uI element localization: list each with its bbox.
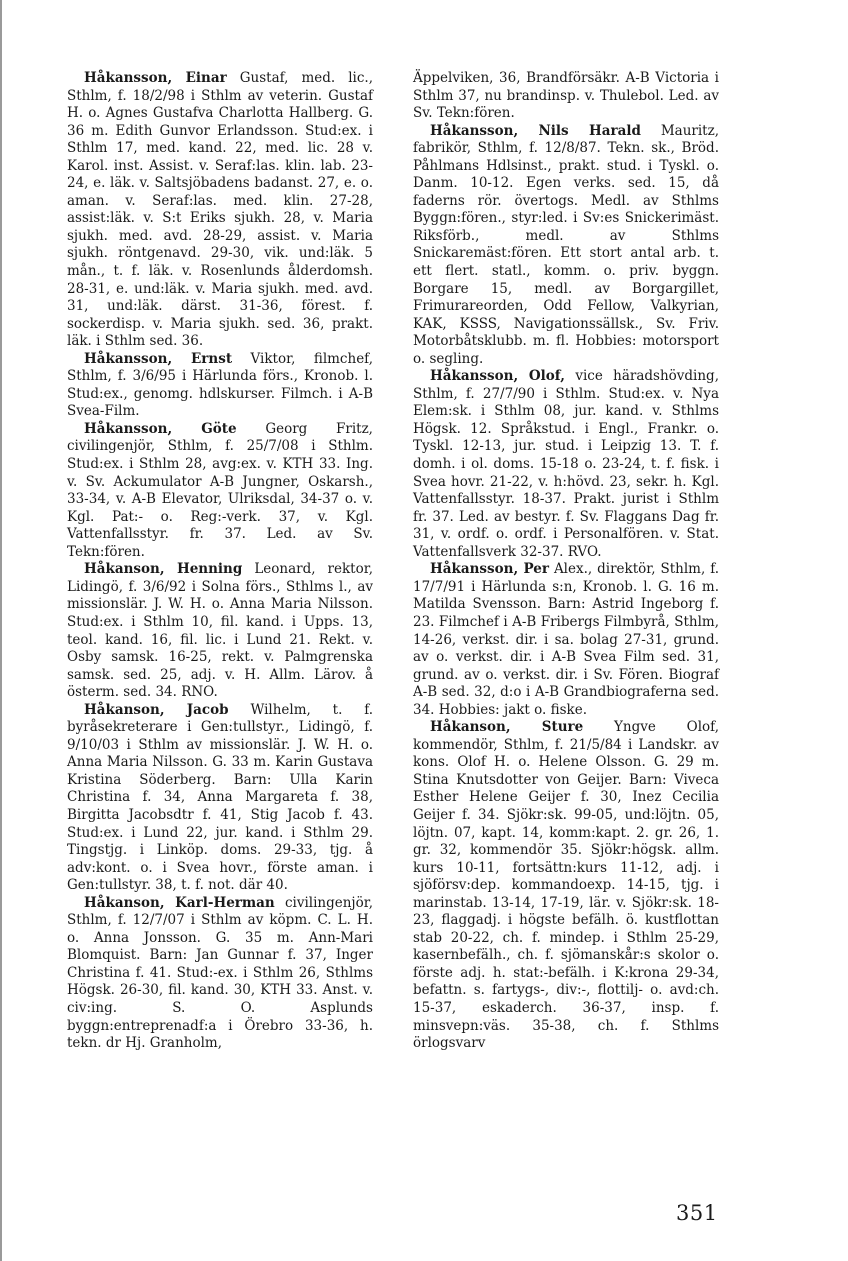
entry [413,561,719,719]
entry-text: vice häradshövding, Sthlm, f. 27/7/90 i Sthlm. Stud:ex. v. Nya Elem:sk. i Sthlm 08, jur. kand. v. Sthlms Högsk. 12. Språkstud. i Engl., Frankr. o. Tyskl. 12-13, jur. stud. i Leipzig 13. T. f. domh. i ol. doms. 15-18 o. 23-24, t. f. fisk. i Svea hovr. 21-22, v. h:hövd. 23, sekr. h. Kgl. Vattenfallsstyr. 18-37. Prakt. jurist i Sthlm fr. 37. Led. av bestyr. f. Sv. Flaggans Dag fr. 31, v. ordf. o. ordf. i Personalfören. v. Stat. Vattenfallsverk 32-37. RVO. [413,368,719,560]
entry [413,368,719,561]
entry-text: Leonard, rektor, Lidingö, f. 3/6/92 i Solna förs., Sthlms l., av missionslär. J. W. H. o. Anna Maria Nilsson. Stud:ex. i Sthlm 10, fil. kand. i Upps. 13, teol. kand. 16, fil. lic. i Lund 21. Rekt. v. Osby samsk. 16-25, rekt. v. Palmgrenska samsk. sed. 25, adj. v. H. Allm. Lärov. å österm. sed. 34. RNO. [67,561,373,701]
entry [67,70,373,351]
entry-text: civilingenjör, Sthlm, f. 12/7/07 i Sthlm av köpm. C. L. H. o. Anna Jonsson. G. 35 m. Ann-Mari Blomquist. Barn: Jan Gunnar f. 37, Inger Christina f. 41. Stud:-ex. i Sthlm 26, Sthlms Högsk. 26-30, fil. kand. 30, KTH 33. Anst. v. civ:ing. S. O. Asplunds byggn:entreprenadf:a i Örebro 33-36, h. tekn. dr Hj. Granholm, [67,894,373,1052]
right-column [413,70,719,1053]
entry-name: Håkanson, Karl-Herman [84,894,275,911]
entry [67,421,373,561]
entry-name: Håkanson, Henning [84,561,243,578]
entry [67,561,373,701]
entry-text: Viktor, filmchef, Sthlm, f. 3/6/95 i Härlunda förs., Kronob. l. Stud:ex., genomg. hdlskurser. Filmch. i A-B Svea-Film. [67,350,373,420]
page-number: 351 [676,1201,718,1225]
entry-text: Georg Fritz, civilingenjör, Sthlm, f. 25/7/08 i Sthlm. Stud:ex. i Sthlm 28, avg:ex. v. KTH 33. Ing. v. Sv. Ackumulator A-B Jungner, Oskarsh., 33-34, v. A-B Elevator, Ulriksdal, 34-37 o. v. Kgl. Pat:- o. Reg:-verk. 37, v. Kgl. Vattenfallsstyr. fr. 37. Led. av Sv. Tekn:fören. [67,420,373,560]
entry-name: Håkansson, Ernst [84,350,233,367]
entry-text: Mauritz, fabrikör, Sthlm, f. 12/8/87. Tekn. sk., Bröd. Påhlmans Hdlsinst., prakt. stud. i Tyskl. o. Danm. 10-12. Egen verks. sed. 15, då faderns rör. övertogs. Medl. av Sthlms Byggn:fören., styr:led. i Sv:es Snickerimäst. Riksförb., medl. av Sthlms Snickaremäst:fören. Ett stort antal arb. t. ett flert. statl., komm. o. priv. byggn. Borgare 15, medl. av Borgargillet, Frimurareorden, Odd Fellow, Valkyrian, KAK, KSSS, Navigationssällsk., Sv. Friv. Motorbåtsklubb. m. fl. Hobbies: motorsport o. segling. [413,122,719,367]
entry [67,702,373,895]
entry-name: Håkanson, Sture [430,719,584,736]
entry [413,719,719,1052]
page-edge [0,0,2,1261]
entry [67,351,373,421]
entry-name: Håkansson, Einar [84,70,227,86]
entry-text: Alex., direktör, Sthlm, f. 17/7/91 i Härlunda s:n, Kronob. l. G. 16 m. Matilda Svensson. Barn: Astrid Ingeborg f. 23. Filmchef i A-B Fribergs Filmbyrå, Sthlm, 14-26, verkst. dir. i sa. bolag 27-31, grund. av o. verkst. dir. i A-B Svea Film sed. 31, grund. av o. verkst. dir. i Sv. Fören. Biograf A-B sed. 32, d:o i A-B Grandbiograferna sed. 34. Hobbies: jakt o. fiske. [413,561,719,718]
entry-name: Håkansson, Göte [84,420,237,437]
entry-name: Håkansson, Nils Harald [430,122,641,139]
entry-continuation [413,70,719,123]
entry-text: Wilhelm, t. f. byråsekreterare i Gen:tullstyr., Lidingö, f. 9/10/03 i Sthlm av missionslär. J. W. H. o. Anna Maria Nilsson. G. 33 m. Karin Gustava Kristina Söderberg. Barn: Ulla Karin Christina f. 34, Anna Margareta f. 38, Birgitta Jacobsdtr f. 41, Stig Jacob f. 43. Stud:ex. i Lund 22, jur. kand. i Sthlm 29. Tingstjg. i Linköp. doms. 29-33, tjg. å adv:kont. o. i Svea hovr., förste aman. i Gen:tullstyr. 38, t. f. not. där 40. [67,701,373,894]
entry-name: Håkansson, Per [430,561,549,578]
entry-text: Äppelviken, 36, Brandförsäkr. A-B Victoria i Sthlm 37, nu brandinsp. v. Thulebol. Led. av Sv. Tekn:fören. [413,70,719,122]
entry [413,123,719,369]
entry [67,895,373,1053]
left-column [67,70,373,1053]
entry-name: Håkansson, Olof, [430,368,565,385]
entry-text: Yngve Olof, kommendör, Sthlm, f. 21/5/84 i Landskr. av kons. Olof H. o. Helene Olsson. G. 29 m. Stina Knutsdotter von Geijer. Barn: Viveca Esther Helene Geijer f. 30, Inez Cecilia Geijer f. 34. Sjökr:sk. 99-05, und:löjtn. 05, löjtn. 07, kapt. 14, komm:kapt. 2. gr. 26, 1. gr. 32, kommendör 35. Sjökr:högsk. allm. kurs 10-11, fortsättn:kurs 11-12, adj. i sjöförsv:dep. kommandoexp. 14-15, tjg. i marinstab. 13-14, 17-19, lär. v. Sjökr:sk. 18-23, flaggadj. i högste befälh. ö. kustflottan stab 20-22, ch. f. mindep. i Sthlm 25-29, kasernbefälh., ch. f. sjömanskår:s skolor o. förste adj. h. stat:-befälh. i K:krona 29-34, befattn. s. fartygs-, div:-, flottilj- o. avd:ch. 15-37, eskaderch. 36-37, insp. f. minsvepn:väs. 35-38, ch. f. Sthlms örlogsvarv [413,719,719,1052]
entry-name: Håkanson, Jacob [84,701,229,718]
entry-text: Gustaf, med. lic., Sthlm, f. 18/2/98 i Sthlm av veterin. Gustaf H. o. Agnes Gustafva Charlotta Hallberg. G. 36 m. Edith Gunvor Erlandsson. Stud:ex. i Sthlm 17, med. kand. 22, med. lic. 28 v. Karol. inst. Assist. v. Seraf:las. klin. lab. 23-24, e. läk. v. Saltsjöbadens badanst. 27, e. o. aman. v. Seraf:las. med. klin. 27-28, assist:läk. v. S:t Eriks sjukh. 28, v. Maria sjukh. med. avd. 28-29, assist. v. Maria sjukh. röntgenavd. 29-30, vik. und:läk. 5 mån., t. f. läk. v. Rosenlunds ålderdomsh. 28-31, e. und:läk. v. Maria sjukh. med. avd. 31, und:läk. därst. 31-36, förest. f. sockerdisp. v. Maria sjukh. sed. 36, prakt. läk. i Sthlm sed. 36. [67,70,373,350]
